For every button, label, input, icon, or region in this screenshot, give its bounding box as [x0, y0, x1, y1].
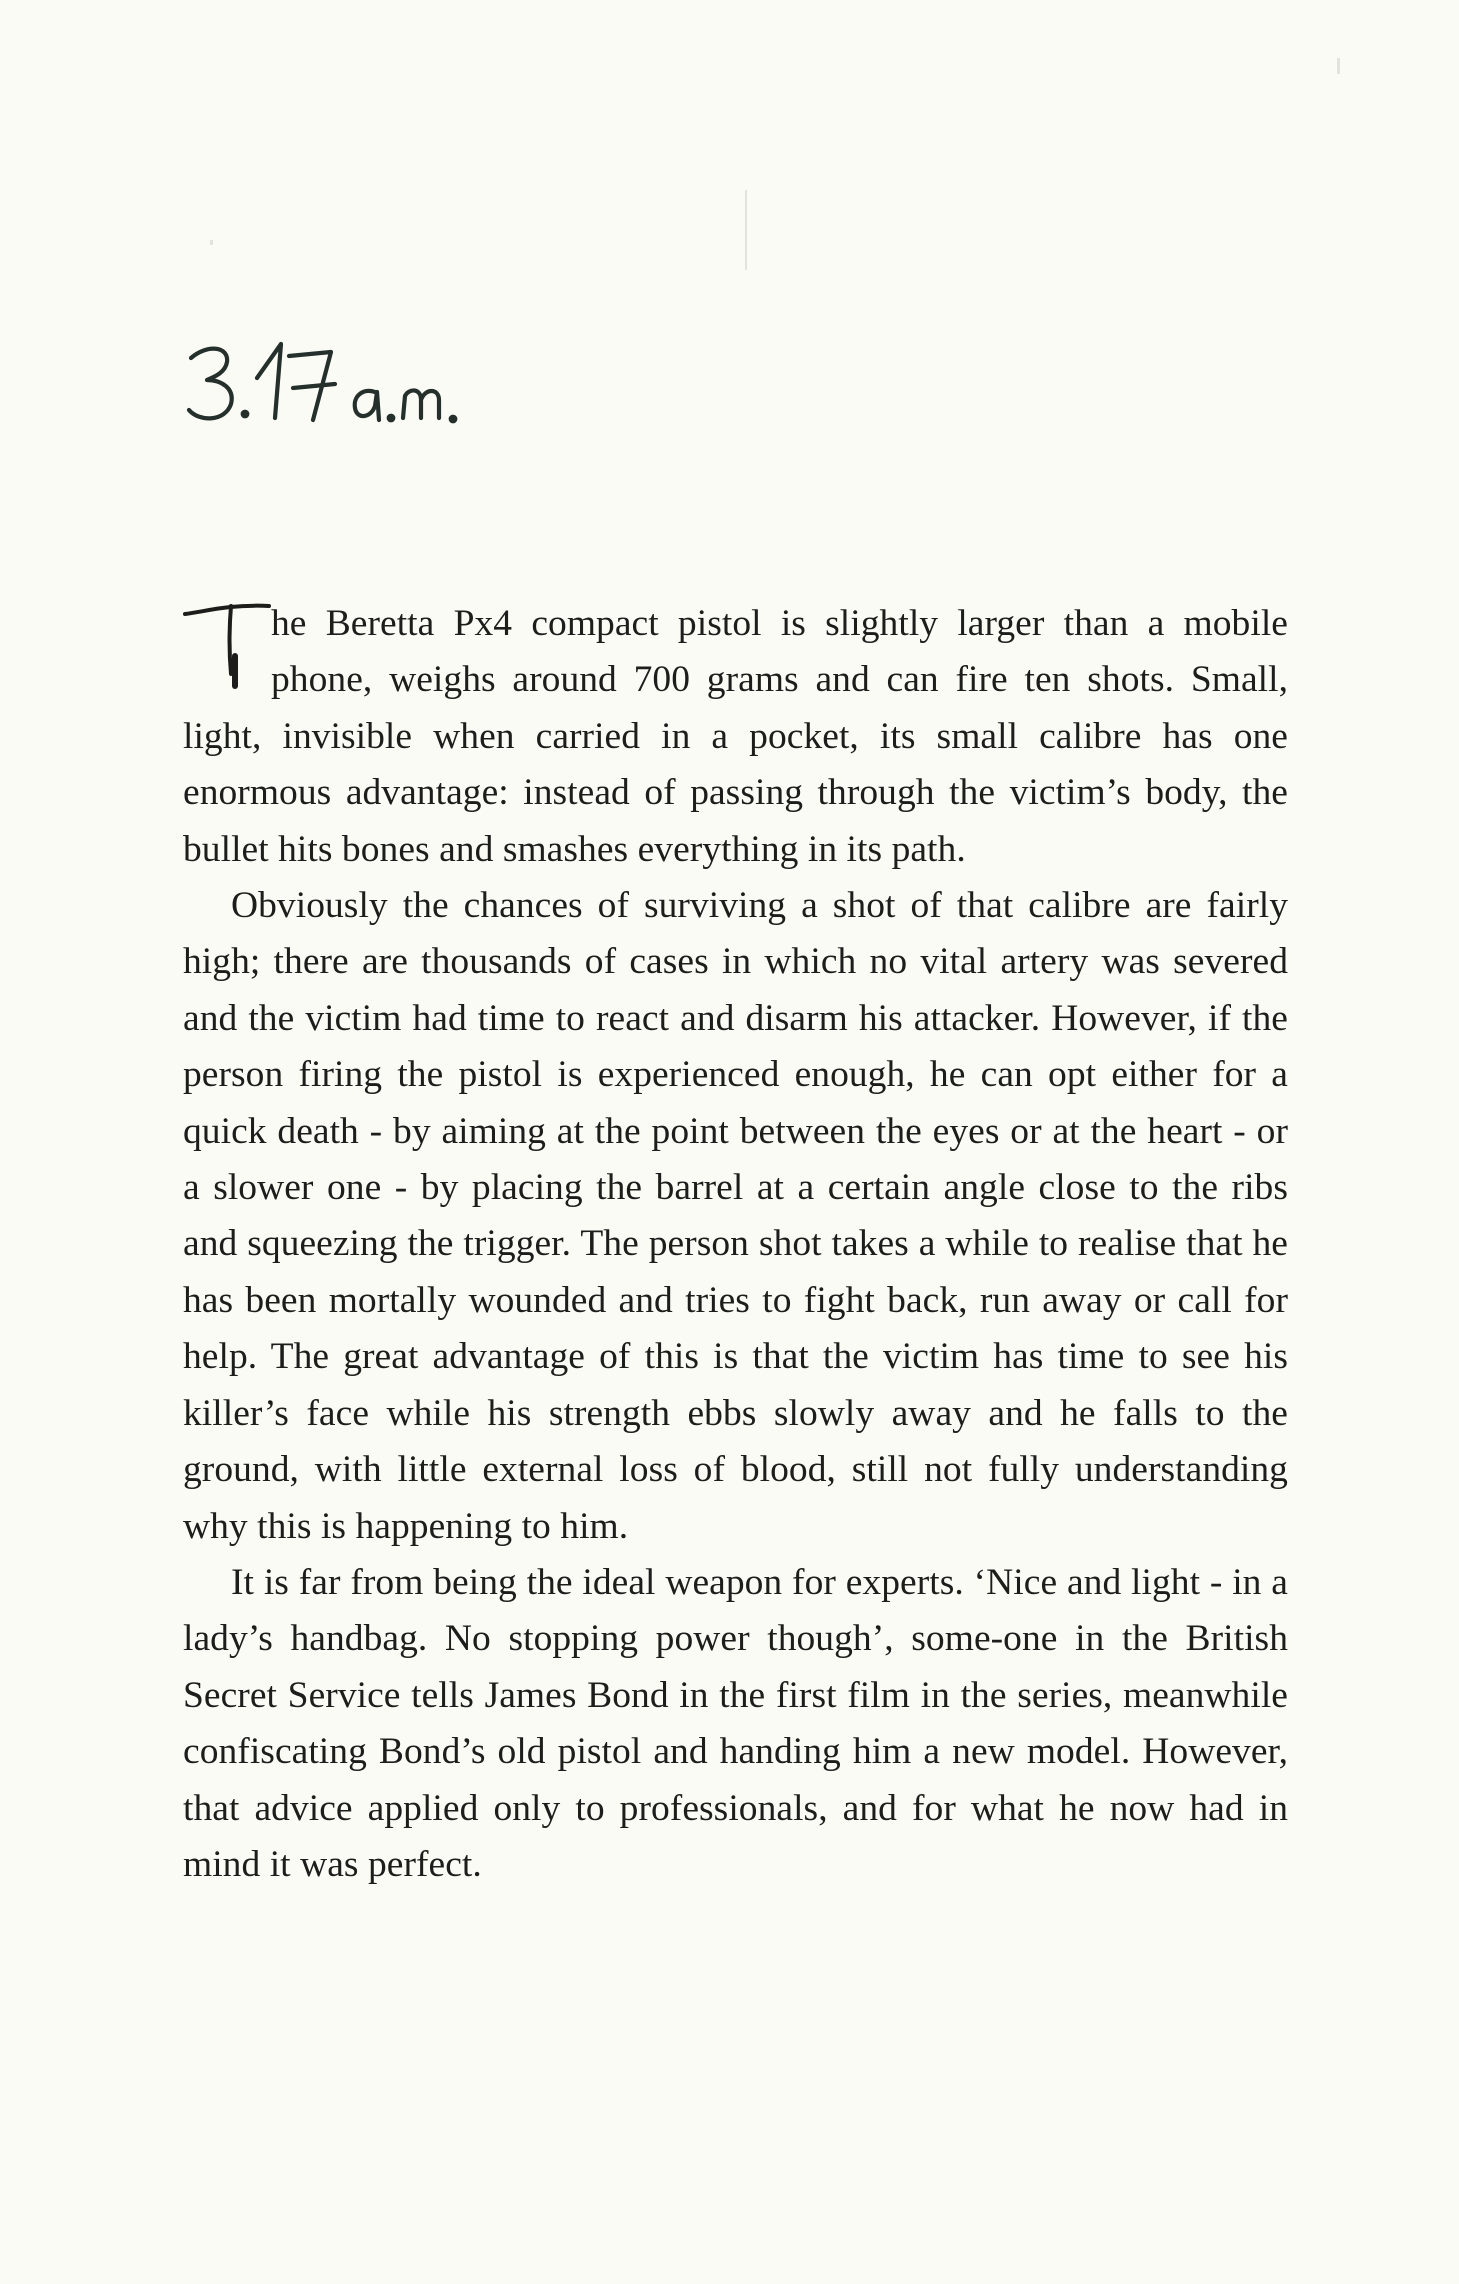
paragraph-2: Obviously the chances of surviving a shot of that calibre are fairly high; there are thousands of cases in which no vital artery was severed and the victim had time to react and disarm his attacker. However, if the person firing the pistol is experienced enough, he can opt either for a quick death - by aiming at the point between the eyes or at the heart - or a slower one - by placing the barrel at a certain angle close to the ribs and squeezing the trigger. The person shot takes a while to realise that he has been mortally wounded and tries to fight back, run away or call for help. The great advantage of this is that the victim has time to see his killer’s face while his strength ebbs slowly away and he falls to the ground, with little external loss of blood, still not fully understanding why this is happening to him.	[183, 885, 1288, 1547]
handwritten-time-drawing	[185, 330, 585, 440]
scan-artifact	[745, 190, 747, 270]
scan-artifact	[1337, 58, 1340, 74]
paragraph-1	[183, 596, 1288, 878]
chapter-body	[183, 596, 1288, 1893]
drop-cap-drawing	[183, 600, 271, 700]
drop-cap	[183, 600, 271, 700]
paragraph-3: It is far from being the ideal weapon for experts. ‘Nice and light - in a lady’s handbag. No stopping power though’, some-one in the British Secret Service tells James Bond in the first film in the series, meanwhile confiscating Bond’s old pistol and handing him a new model. However, that advice applied only to professionals, and for what he now had in mind it was perfect.	[183, 1561, 1288, 1885]
chapter-time-heading	[185, 330, 585, 440]
paragraph-1-text: he Beretta Px4 compact pistol is slightly larger than a mobile phone, weighs around 700 grams and can fire ten shots. Small, light, invisible when carried in a pocket, its small calibre has one enormous advantage: instead of passing through the victim’s body, the bullet hits bones and smashes everything in its path.	[183, 603, 1288, 870]
scan-artifact	[210, 240, 213, 245]
